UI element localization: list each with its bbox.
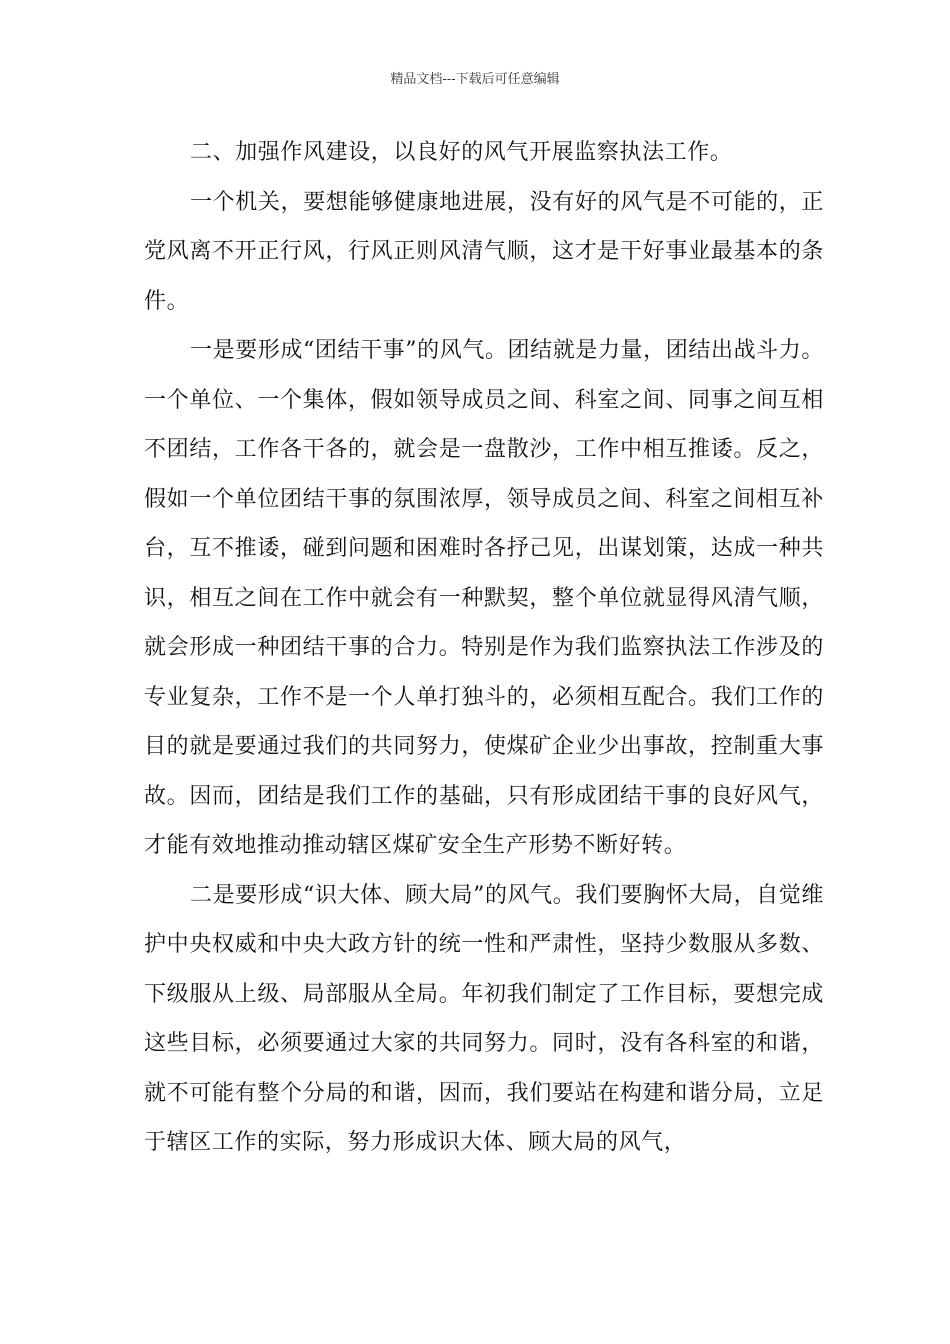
paragraph: 二是要形成“识大体、顾大局”的风气。我们要胸怀大局，自觉维护中央权威和中央大政方针的统一性和严肃性，坚持少数服从多数、下级服从上级、局部服从全局。年初我们制定了工作目标，要想完成这些目标，必须要通过大家的共同努力。同时，没有各科室的和谐，就不可能有整个分局的和谐，因而，我们要站在构建和谐分局，立足于辖区工作的实际，努力形成识大体、顾大局的风气， — [144, 882, 824, 1155]
document-body — [144, 128, 824, 1168]
paragraph: 一个机关，要想能够健康地进展，没有好的风气是不可能的，正党风离不开正行风，行风正则风清气顺，这才是干好事业最基本的条件。 — [144, 189, 824, 314]
paragraph: 一是要形成“团结干事”的风气。团结就是力量，团结出战斗力。一个单位、一个集体，假如领导成员之间、科室之间、同事之间互相不团结，工作各干各的，就会是一盘散沙，工作中相互推诿。反之，假如一个单位团结干事的氛围浓厚，领导成员之间、科室之间相互补台，互不推诿，碰到问题和困难时各抒己见，出谋划策，达成一种共识，相互之间在工作中就会有一种默契，整个单位就显得风清气顺，就会形成一种团结干事的合力。特别是作为我们监察执法工作涉及的专业复杂，工作不是一个人单打独斗的，必须相互配合。我们工作的目的就是要通过我们的共同努力，使煤矿企业少出事故，控制重大事故。因而，团结是我们工作的基础，只有形成团结干事的良好风气，才能有效地推动推动辖区煤矿安全生产形势不断好转。 — [144, 338, 824, 858]
page-header: 精品文档---下载后可任意编辑 — [390, 72, 560, 87]
paragraph-section-heading: 二、加强作风建设，以良好的风气开展监察执法工作。 — [190, 140, 733, 165]
